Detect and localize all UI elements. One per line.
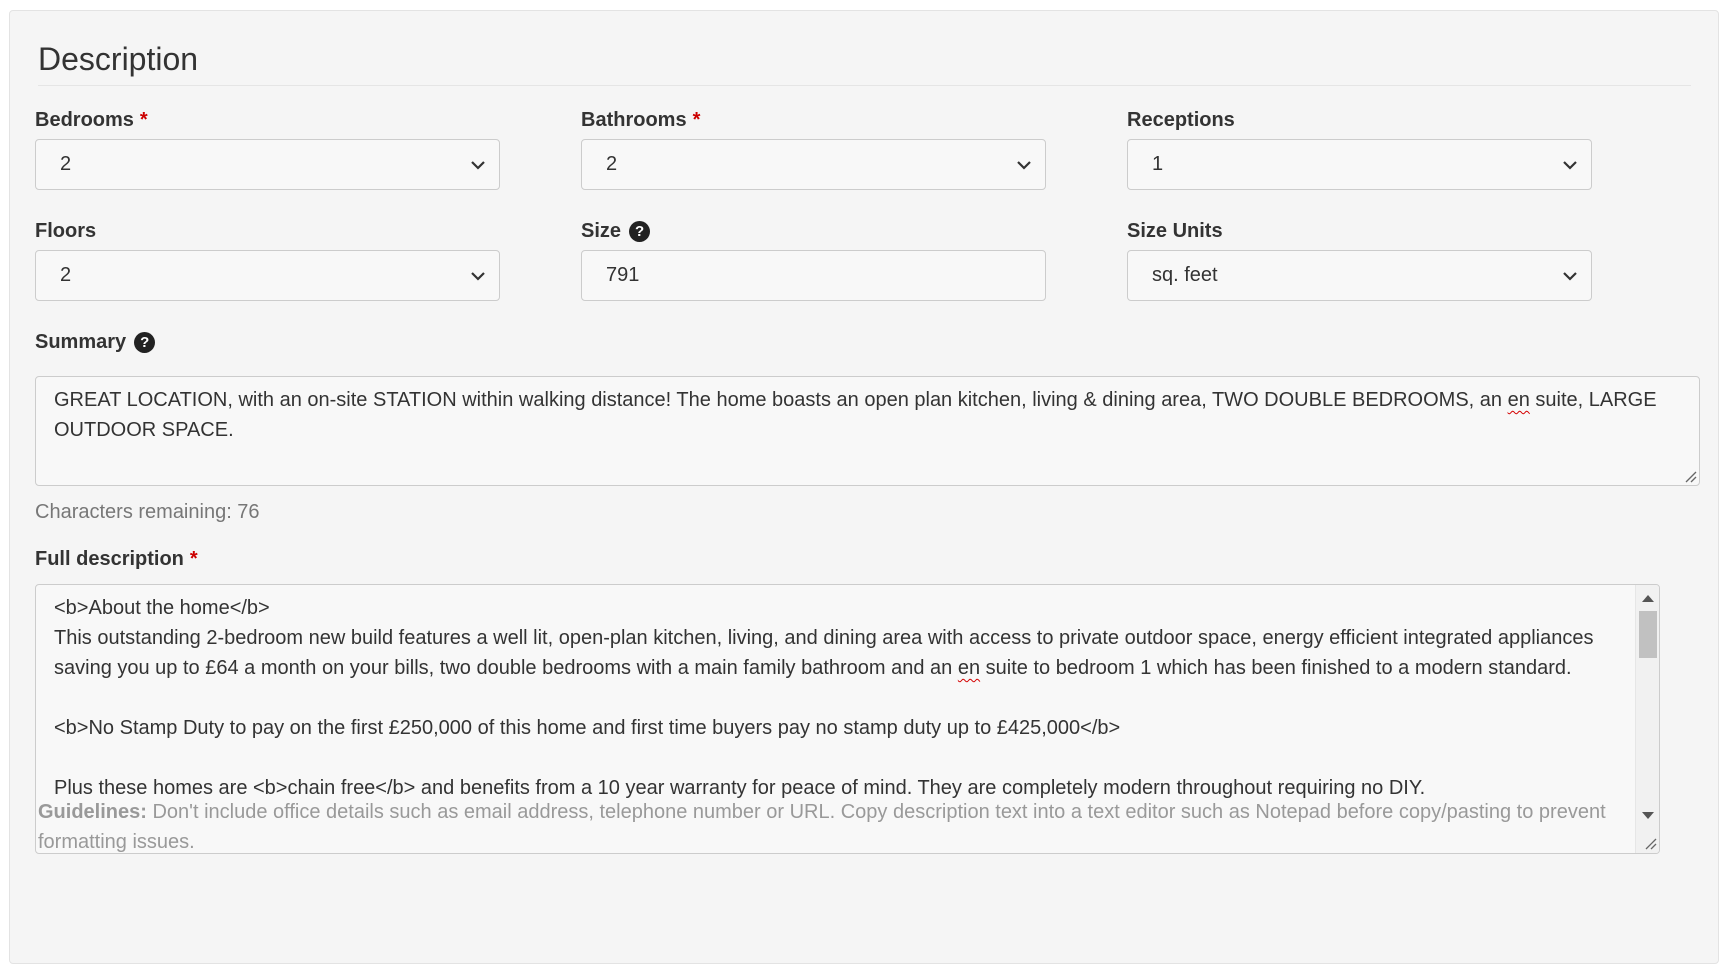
bathrooms-label: Bathrooms * bbox=[581, 108, 701, 131]
description-line: <b>About the home</b> bbox=[54, 597, 270, 619]
bedrooms-select[interactable]: 2 bbox=[35, 139, 500, 190]
chevron-down-icon bbox=[469, 267, 487, 285]
summary-textarea[interactable]: GREAT LOCATION, with an on-site STATION within walking distance! The home boasts an open plan kitchen, living & dining area, TWO DOUBLE BEDROOMS, an en suite, LARGE OUTDOOR SPACE. bbox=[35, 376, 1700, 486]
characters-remaining: Characters remaining: 76 bbox=[35, 501, 260, 523]
bathrooms-select[interactable]: 2 bbox=[581, 139, 1046, 190]
resize-grip-icon[interactable] bbox=[1683, 469, 1697, 483]
bedrooms-label: Bedrooms * bbox=[35, 108, 148, 131]
chevron-down-icon bbox=[1561, 267, 1579, 285]
misspelled-word: en bbox=[957, 657, 981, 679]
misspelled-word: en bbox=[1507, 389, 1530, 411]
summary-label: Summary ? bbox=[35, 329, 155, 355]
floors-select[interactable]: 2 bbox=[35, 250, 500, 301]
required-marker: * bbox=[189, 547, 198, 570]
scrollbar-thumb[interactable] bbox=[1639, 611, 1657, 658]
full-description-field bbox=[35, 546, 198, 572]
size-label: Size ? bbox=[581, 218, 650, 244]
description-paragraph: Plus these homes are <b>chain free</b> and benefits from a 10 year warranty for peace of mind. They are completely modern throughout requiring no DIY. bbox=[54, 777, 1426, 799]
guidelines-label: Guidelines: bbox=[38, 801, 147, 823]
description-paragraph: This outstanding 2-bedroom new build features a well lit, open-plan kitchen, living, and dining area with access to private outdoor space, energy efficient integrated appliances saving you up to £64 a month on your bills, two double bedrooms with a main family bathroom and an en suite to bedroom 1 which has been finished to a modern standard. bbox=[54, 627, 1594, 679]
chevron-down-icon bbox=[469, 156, 487, 174]
size-input[interactable]: 791 bbox=[581, 250, 1046, 301]
question-circle-icon[interactable]: ? bbox=[629, 221, 650, 242]
section-divider bbox=[38, 85, 1691, 86]
full-description-label: Full description * bbox=[35, 547, 198, 570]
required-marker: * bbox=[692, 108, 701, 131]
size-field bbox=[581, 218, 650, 244]
description-panel bbox=[9, 10, 1719, 964]
blank-line bbox=[54, 683, 1615, 713]
required-marker: * bbox=[139, 108, 148, 131]
size-units-field bbox=[1127, 218, 1223, 244]
receptions-field bbox=[1127, 107, 1235, 133]
floors-field bbox=[35, 218, 96, 244]
summary-field bbox=[35, 329, 155, 355]
receptions-select[interactable]: 1 bbox=[1127, 139, 1592, 190]
description-paragraph: <b>No Stamp Duty to pay on the first £250,000 of this home and first time buyers pay no stamp duty up to £425,000</b> bbox=[54, 717, 1121, 739]
chevron-down-icon bbox=[1561, 156, 1579, 174]
floors-label: Floors bbox=[35, 219, 97, 242]
section-title: Description bbox=[38, 41, 199, 77]
bedrooms-field bbox=[35, 107, 148, 133]
guidelines-text: Guidelines: Don't include office details such as email address, telephone number or URL. Copy description text into a text editor such as Notepad before copy/pasting to prevent formatting issues. bbox=[38, 801, 1606, 853]
blank-line bbox=[54, 743, 1615, 773]
bathrooms-field bbox=[581, 107, 700, 133]
chevron-down-icon bbox=[1015, 156, 1033, 174]
size-units-select[interactable]: sq. feet bbox=[1127, 250, 1592, 301]
question-circle-icon[interactable]: ? bbox=[134, 332, 155, 353]
size-units-label: Size Units bbox=[1127, 219, 1223, 242]
scroll-up-arrow-icon[interactable] bbox=[1642, 595, 1654, 602]
receptions-label: Receptions bbox=[1127, 108, 1235, 131]
